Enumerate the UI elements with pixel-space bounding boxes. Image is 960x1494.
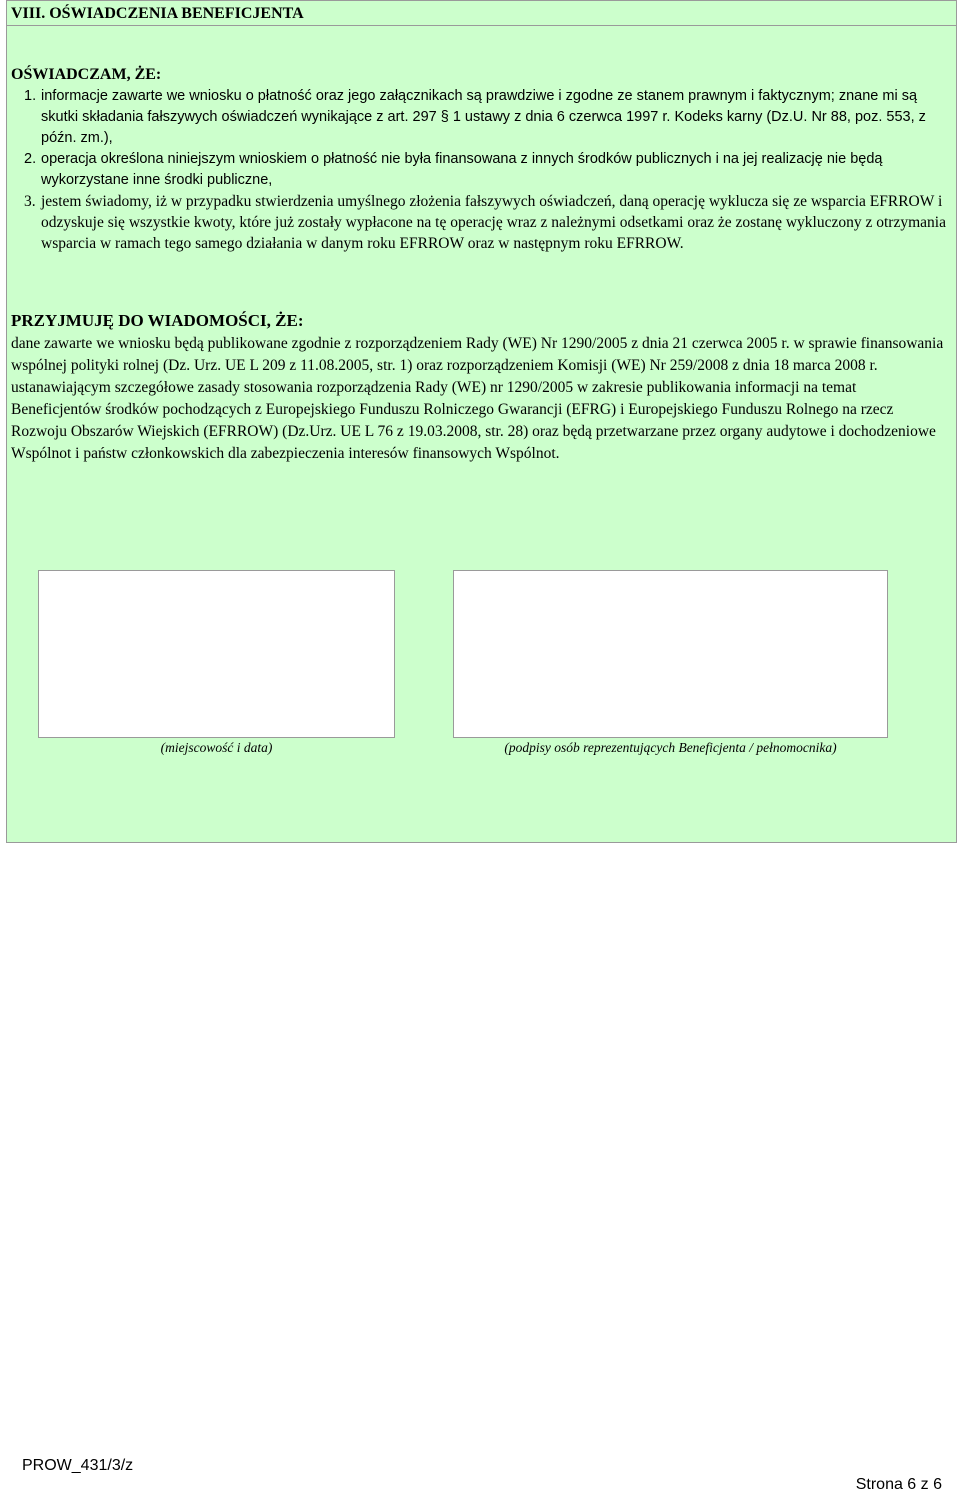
page-number: Strona 6 z 6	[855, 1476, 942, 1493]
form-code: PROW_431/3/z	[22, 1457, 134, 1474]
item-text: informacje zawarte we wniosku o płatność oraz jego załącznikach są prawdziwe i zgodne ze stanem prawnym i faktycznym; znane mi są skutki składania fałszywych oświadczeń wynikające z art. 297 § 1 ustawy z dnia 6 czerwca 1997 r. Kodeks karny (Dz.U. Nr 88, poz. 553, z późn. zm.),	[41, 88, 926, 146]
signature-field[interactable]	[453, 570, 888, 738]
item-number: 1.	[24, 88, 37, 104]
place-date-caption: (miejscowość i data)	[160, 740, 273, 755]
item-text: jestem świadomy, iż w przypadku stwierdzenia umyślnego złożenia fałszywych oświadczeń, daną operację wyklucza się ze wsparcia EFRROW i odzyskuje się wszystkie kwoty, które już zostały wypłacone na tę operację wraz z należnymi odsetkami oraz że zostanę wykluczony z otrzymania wsparcia w ramach tego samego działania w danym roku EFRROW oraz w następnym roku EFRROW.	[41, 193, 946, 252]
oswiadczenie-item-2	[11, 149, 951, 191]
oswiadczenie-item-3	[11, 191, 951, 254]
item-number: 3.	[24, 193, 36, 210]
item-number: 2.	[24, 151, 37, 167]
place-date-field[interactable]	[38, 570, 395, 738]
oswiadczenie-item-1	[11, 86, 951, 149]
oswiadczam-heading: OŚWIADCZAM, ŻE:	[11, 66, 162, 83]
przyjmuje-heading: PRZYJMUJĘ DO WIADOMOŚCI, ŻE:	[11, 311, 304, 330]
section-title: VIII. OŚWIADCZENIA BENEFICJENTA	[6, 0, 957, 26]
item-text: operacja określona niniejszym wnioskiem o płatność nie była finansowana z innych środków publicznych i na jej realizację nie będą wykorzystane inne środki publiczne,	[41, 151, 883, 188]
przyjmuje-text: dane zawarte we wniosku będą publikowane zgodnie z rozporządzeniem Rady (WE) Nr 1290/2005 z dnia 21 czerwca 2005 r. w sprawie finansowania wspólnej polityki rolnej (Dz. Urz. UE L 209 z 11.08.2005, str. 1) oraz rozporządzeniem Komisji (WE) Nr 259/2008 z dnia 18 marca 2008 r. ustanawiającym szczegółowe zasady stosowania rozporządzenia Rady (WE) nr 1290/2005 w zakresie publikowania informacji na temat Beneficjentów środków pochodzących z Europejskiego Funduszu Rolniczego Gwarancji (EFRG) i Europejskiego Funduszu Rolnego na rzecz Rozwoju Obszarów Wiejskich (EFRROW) (Dz.Urz. UE L 76 z 19.03.2008, str. 28) oraz będą przetwarzane przez organy audytowe i dochodzeniowe Wspólnot i państw członkowskich dla zabezpieczenia interesów finansowych Wspólnot.	[11, 335, 944, 462]
oswiadczam-list	[11, 86, 951, 254]
signature-caption: (podpisy osób reprezentujących Beneficjenta / pełnomocnika)	[504, 740, 837, 755]
section-body	[6, 25, 957, 843]
